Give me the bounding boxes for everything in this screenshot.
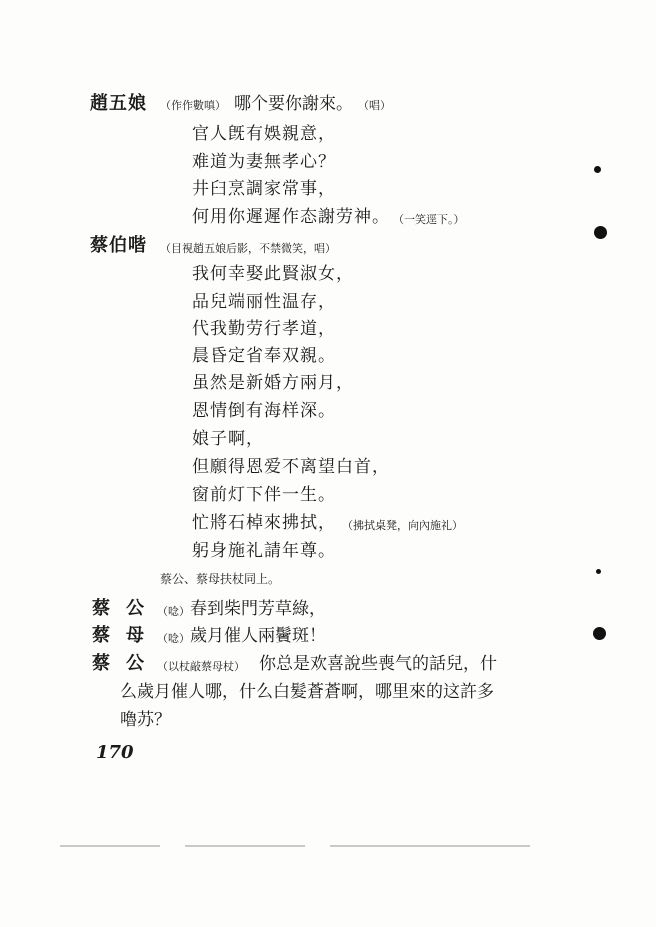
scan-artifact-line	[60, 845, 160, 847]
dialogue-line: 嚕苏？	[120, 710, 171, 730]
speaker-cai-bojie: 蔡伯喈	[90, 235, 147, 256]
scan-speck	[596, 569, 601, 574]
binding-hole	[594, 226, 607, 239]
stage-direction: （唸）	[157, 605, 190, 618]
verse-line: 代我勤劳行孝道，	[192, 319, 336, 339]
stage-direction: （目視趙五娘后影，不禁微笑，唱）	[160, 242, 336, 255]
stage-entrance: 蔡公、蔡母扶杖同上。	[160, 572, 281, 586]
verse-line: 品兒端丽性温存，	[192, 292, 336, 312]
stage-direction: （作作數嗔）	[160, 99, 226, 112]
dialogue-line: 么歲月催人哪，什么白髮蒼蒼啊，哪里來的这許多	[120, 682, 494, 702]
stage-direction: （一笑逕下。）	[393, 213, 465, 226]
verse-line: 恩情倒有海样深。	[192, 401, 336, 421]
verse-line: 忙將石棹來拂拭，	[192, 513, 336, 533]
scan-artifact-line	[185, 845, 305, 847]
verse-line: 难道为妻無孝心？	[192, 152, 336, 172]
stage-direction: （拂拭桌凳，向內施礼）	[342, 519, 463, 532]
verse-line: 窗前灯下伴一生。	[192, 485, 336, 505]
speaker-cai-gong: 蔡公	[92, 653, 160, 674]
speaker-cai-gong: 蔡公	[92, 598, 160, 619]
verse-line: 娘子啊，	[192, 429, 264, 449]
scan-speck	[594, 166, 601, 173]
speaker-zhao-wuniang: 趙五娘	[90, 93, 147, 114]
scan-artifact-line	[330, 845, 530, 847]
binding-hole	[593, 627, 606, 640]
stage-direction: （以杖敲蔡母杖）	[157, 660, 245, 673]
stage-direction: （唸）	[157, 632, 190, 645]
dialogue-line: 哪个要你謝來。	[234, 94, 353, 114]
verse-line: 井臼烹調家常事，	[192, 179, 336, 199]
verse-line: 何用你遲遲作态謝劳神。	[192, 207, 390, 227]
verse-line: 躬身施礼請年尊。	[192, 541, 336, 561]
dialogue-line: 歲月催人兩鬢斑！	[190, 626, 326, 646]
speaker-cai-mu: 蔡母	[92, 625, 160, 646]
verse-line: 我何幸娶此賢淑女，	[192, 264, 354, 284]
page-number: 170	[96, 742, 134, 763]
verse-line: 晨昏定省奉双親。	[192, 346, 336, 366]
dialogue-line: 春到柴門芳草綠，	[190, 599, 326, 619]
stage-direction: （唱）	[358, 99, 391, 112]
verse-line: 但願得恩爱不离望白首，	[192, 457, 390, 477]
dialogue-line: 你总是欢喜說些喪气的話兒，什	[259, 654, 497, 674]
verse-line: 虽然是新婚方兩月，	[192, 373, 354, 393]
verse-line: 官人旣有娛親意，	[192, 124, 336, 144]
